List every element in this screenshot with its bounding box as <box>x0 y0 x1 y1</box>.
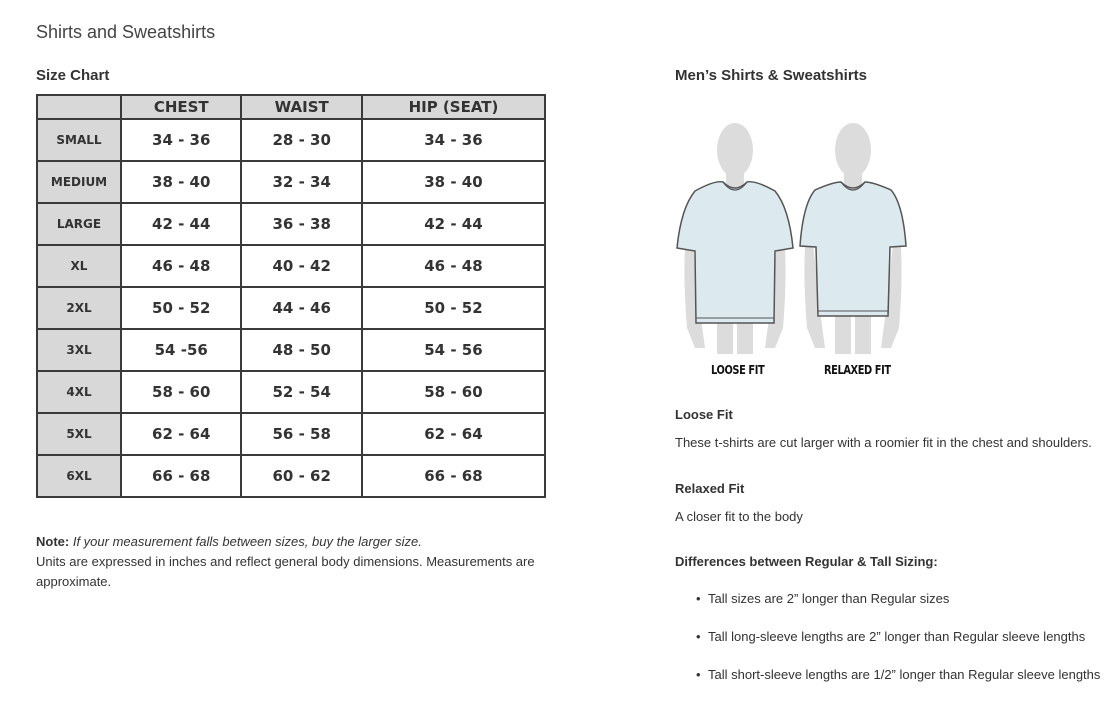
note-label: Note: <box>36 534 70 549</box>
header-corner-cell <box>37 95 121 119</box>
chest-value: 50 - 52 <box>121 287 241 329</box>
hip-value: 58 - 60 <box>362 371 545 413</box>
table-row <box>37 203 545 245</box>
table-row <box>37 413 545 455</box>
waist-value: 52 - 54 <box>241 371 361 413</box>
size-label: XL <box>37 245 121 287</box>
relaxed-fit-label: RELAXED FIT <box>824 363 891 377</box>
size-label: 2XL <box>37 287 121 329</box>
chest-value: 34 - 36 <box>121 119 241 161</box>
header-waist: WAIST <box>241 95 361 119</box>
note-line <box>36 532 546 552</box>
table-row <box>37 161 545 203</box>
list-item <box>675 664 1100 702</box>
size-label: 6XL <box>37 455 121 497</box>
differences-heading: Differences between Regular & Tall Sizing: <box>675 554 938 569</box>
table-row <box>37 329 545 371</box>
table-row <box>37 455 545 497</box>
waist-value: 40 - 42 <box>241 245 361 287</box>
loose-fit-label: LOOSE FIT <box>711 363 765 377</box>
chest-value: 38 - 40 <box>121 161 241 203</box>
waist-value: 36 - 38 <box>241 203 361 245</box>
note-text: If your measurement falls between sizes, buy the larger size. <box>72 534 422 549</box>
list-item-text: Tall short-sleeve lengths are 1/2” longer than Regular sleeve lengths <box>708 667 1101 682</box>
list-item-text: Tall long-sleeve lengths are 2” longer than Regular sleeve lengths <box>708 629 1086 644</box>
table-header-row <box>37 95 545 119</box>
bullet-icon: • <box>696 591 701 606</box>
hip-value: 50 - 52 <box>362 287 545 329</box>
waist-value: 28 - 30 <box>241 119 361 161</box>
waist-value: 32 - 34 <box>241 161 361 203</box>
relaxed-fit-figure <box>797 118 909 354</box>
size-label: 4XL <box>37 371 121 413</box>
relaxed-fit-heading: Relaxed Fit <box>675 481 745 496</box>
waist-value: 48 - 50 <box>241 329 361 371</box>
hip-value: 38 - 40 <box>362 161 545 203</box>
size-chart-table <box>36 94 546 498</box>
loose-fit-figure <box>675 118 795 354</box>
loose-fit-heading: Loose Fit <box>675 407 733 422</box>
table-row <box>37 287 545 329</box>
chest-value: 58 - 60 <box>121 371 241 413</box>
chest-value: 66 - 68 <box>121 455 241 497</box>
table-row <box>37 371 545 413</box>
size-label: SMALL <box>37 119 121 161</box>
list-item <box>675 588 1100 626</box>
chest-value: 42 - 44 <box>121 203 241 245</box>
hip-value: 62 - 64 <box>362 413 545 455</box>
relaxed-fit-text: A closer fit to the body <box>675 509 803 524</box>
size-note <box>36 532 546 592</box>
bullet-icon: • <box>696 629 701 644</box>
chest-value: 62 - 64 <box>121 413 241 455</box>
list-item-text: Tall sizes are 2” longer than Regular sizes <box>708 591 950 606</box>
hip-value: 66 - 68 <box>362 455 545 497</box>
chest-value: 46 - 48 <box>121 245 241 287</box>
hip-value: 46 - 48 <box>362 245 545 287</box>
size-label: 5XL <box>37 413 121 455</box>
size-label: 3XL <box>37 329 121 371</box>
units-text: Units are expressed in inches and reflect general body dimensions. Measurements are approximate. <box>36 554 535 589</box>
page-title: Shirts and Sweatshirts <box>36 22 216 43</box>
tall-sizing-list <box>675 588 1100 702</box>
table-row <box>37 119 545 161</box>
mens-section-title: Men’s Shirts & Sweatshirts <box>675 67 867 84</box>
waist-value: 44 - 46 <box>241 287 361 329</box>
size-chart-title: Size Chart <box>36 67 110 84</box>
hip-value: 42 - 44 <box>362 203 545 245</box>
size-label: MEDIUM <box>37 161 121 203</box>
waist-value: 56 - 58 <box>241 413 361 455</box>
size-label: LARGE <box>37 203 121 245</box>
loose-fit-text: These t-shirts are cut larger with a roomier fit in the chest and shoulders. <box>675 435 1092 450</box>
header-chest: CHEST <box>121 95 241 119</box>
list-item <box>675 626 1100 664</box>
bullet-icon: • <box>696 667 701 682</box>
header-hip: HIP (SEAT) <box>362 95 545 119</box>
chest-value: 54 -56 <box>121 329 241 371</box>
hip-value: 34 - 36 <box>362 119 545 161</box>
hip-value: 54 - 56 <box>362 329 545 371</box>
table-row <box>37 245 545 287</box>
waist-value: 60 - 62 <box>241 455 361 497</box>
